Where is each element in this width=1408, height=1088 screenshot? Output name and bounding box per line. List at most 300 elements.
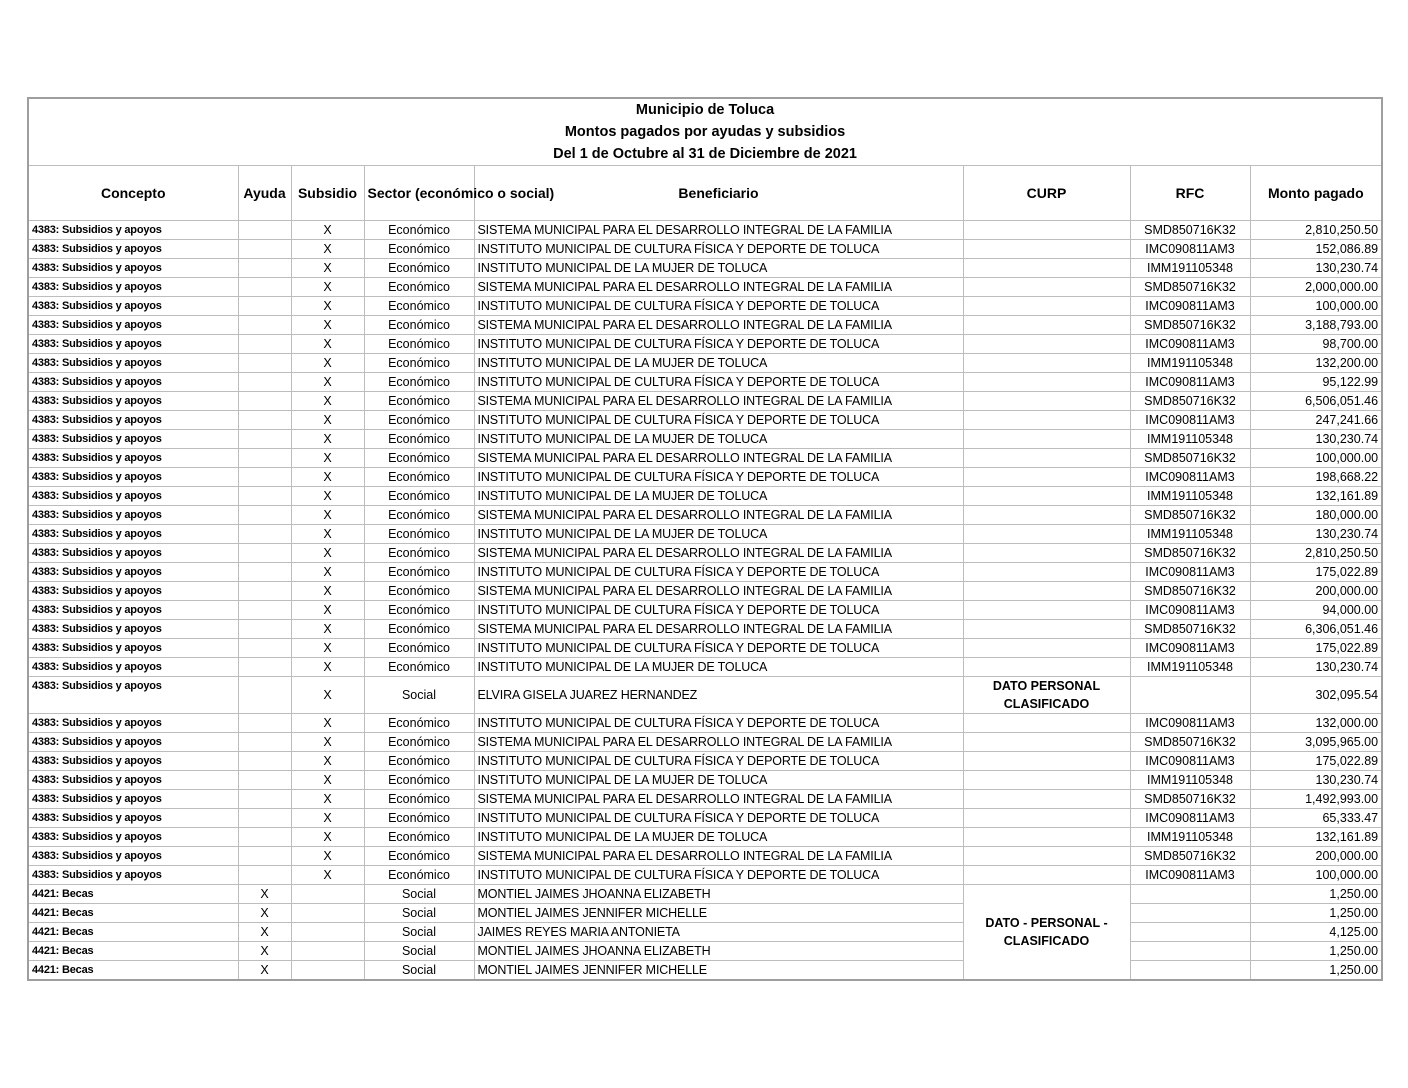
cell-sector: Económico	[364, 733, 474, 752]
cell-monto: 130,230.74	[1250, 430, 1382, 449]
cell-concepto: 4383: Subsidios y apoyos	[28, 316, 238, 335]
table-row	[28, 487, 1382, 506]
cell-sector: Económico	[364, 620, 474, 639]
cell-rfc: SMD850716K32	[1130, 392, 1250, 411]
table-row	[28, 790, 1382, 809]
cell-sector: Económico	[364, 316, 474, 335]
cell-monto: 130,230.74	[1250, 259, 1382, 278]
table-row	[28, 316, 1382, 335]
cell-beneficiario: INSTITUTO MUNICIPAL DE LA MUJER DE TOLUCA	[474, 771, 963, 790]
cell-beneficiario: SISTEMA MUNICIPAL PARA EL DESARROLLO INTEGRAL DE LA FAMILIA	[474, 544, 963, 563]
cell-rfc: IMC090811AM3	[1130, 866, 1250, 885]
table-row	[28, 221, 1382, 240]
table-row	[28, 923, 1382, 942]
cell-sector: Económico	[364, 221, 474, 240]
cell-sector: Económico	[364, 847, 474, 866]
cell-concepto: 4383: Subsidios y apoyos	[28, 714, 238, 733]
cell-ayuda	[238, 411, 291, 430]
cell-monto: 152,086.89	[1250, 240, 1382, 259]
cell-beneficiario: INSTITUTO MUNICIPAL DE LA MUJER DE TOLUCA	[474, 430, 963, 449]
cell-subsidio: X	[291, 525, 364, 544]
cell-subsidio: X	[291, 240, 364, 259]
cell-sector: Económico	[364, 658, 474, 677]
cell-ayuda	[238, 752, 291, 771]
cell-concepto: 4383: Subsidios y apoyos	[28, 430, 238, 449]
cell-ayuda	[238, 430, 291, 449]
cell-sector: Económico	[364, 354, 474, 373]
cell-rfc: IMC090811AM3	[1130, 714, 1250, 733]
cell-rfc: IMC090811AM3	[1130, 563, 1250, 582]
cell-monto: 1,250.00	[1250, 904, 1382, 923]
cell-concepto: 4383: Subsidios y apoyos	[28, 392, 238, 411]
table-row	[28, 392, 1382, 411]
table-row	[28, 771, 1382, 790]
cell-rfc: IMM191105348	[1130, 430, 1250, 449]
cell-sector: Económico	[364, 278, 474, 297]
cell-concepto: 4383: Subsidios y apoyos	[28, 468, 238, 487]
table-row	[28, 525, 1382, 544]
cell-concepto: 4383: Subsidios y apoyos	[28, 278, 238, 297]
cell-sector: Económico	[364, 240, 474, 259]
cell-curp	[963, 809, 1130, 828]
subsidies-table	[27, 97, 1383, 981]
cell-subsidio: X	[291, 373, 364, 392]
cell-monto: 95,122.99	[1250, 373, 1382, 392]
cell-beneficiario: INSTITUTO MUNICIPAL DE CULTURA FÍSICA Y DEPORTE DE TOLUCA	[474, 601, 963, 620]
cell-ayuda	[238, 506, 291, 525]
cell-subsidio: X	[291, 601, 364, 620]
cell-rfc: SMD850716K32	[1130, 221, 1250, 240]
cell-ayuda	[238, 582, 291, 601]
cell-beneficiario: SISTEMA MUNICIPAL PARA EL DESARROLLO INTEGRAL DE LA FAMILIA	[474, 392, 963, 411]
cell-concepto: 4383: Subsidios y apoyos	[28, 677, 238, 714]
cell-curp	[963, 259, 1130, 278]
cell-beneficiario: INSTITUTO MUNICIPAL DE CULTURA FÍSICA Y DEPORTE DE TOLUCA	[474, 335, 963, 354]
cell-rfc: IMM191105348	[1130, 487, 1250, 506]
cell-monto: 2,810,250.50	[1250, 544, 1382, 563]
table-row	[28, 468, 1382, 487]
cell-rfc: IMC090811AM3	[1130, 297, 1250, 316]
cell-rfc: IMM191105348	[1130, 828, 1250, 847]
cell-concepto: 4421: Becas	[28, 885, 238, 904]
table-row	[28, 240, 1382, 259]
cell-subsidio: X	[291, 506, 364, 525]
cell-sector: Económico	[364, 828, 474, 847]
table-row	[28, 677, 1382, 714]
cell-subsidio: X	[291, 866, 364, 885]
cell-rfc: IMC090811AM3	[1130, 335, 1250, 354]
cell-ayuda	[238, 392, 291, 411]
cell-subsidio: X	[291, 411, 364, 430]
table-row	[28, 582, 1382, 601]
cell-beneficiario: SISTEMA MUNICIPAL PARA EL DESARROLLO INTEGRAL DE LA FAMILIA	[474, 620, 963, 639]
cell-beneficiario: SISTEMA MUNICIPAL PARA EL DESARROLLO INTEGRAL DE LA FAMILIA	[474, 790, 963, 809]
table-row	[28, 563, 1382, 582]
cell-sector: Económico	[364, 771, 474, 790]
cell-sector: Económico	[364, 809, 474, 828]
cell-beneficiario: INSTITUTO MUNICIPAL DE CULTURA FÍSICA Y DEPORTE DE TOLUCA	[474, 468, 963, 487]
cell-concepto: 4383: Subsidios y apoyos	[28, 847, 238, 866]
cell-beneficiario: INSTITUTO MUNICIPAL DE CULTURA FÍSICA Y DEPORTE DE TOLUCA	[474, 752, 963, 771]
cell-sector: Económico	[364, 392, 474, 411]
table-row	[28, 639, 1382, 658]
cell-monto: 200,000.00	[1250, 847, 1382, 866]
column-header-row	[28, 166, 1382, 221]
cell-concepto: 4383: Subsidios y apoyos	[28, 240, 238, 259]
cell-monto: 6,306,051.46	[1250, 620, 1382, 639]
cell-sector: Social	[364, 942, 474, 961]
table-row	[28, 601, 1382, 620]
cell-sector: Económico	[364, 544, 474, 563]
cell-sector: Social	[364, 904, 474, 923]
cell-monto: 4,125.00	[1250, 923, 1382, 942]
title-period: Del 1 de Octubre al 31 de Diciembre de 2021	[553, 146, 857, 162]
cell-concepto: 4421: Becas	[28, 904, 238, 923]
cell-sector: Económico	[364, 601, 474, 620]
cell-beneficiario: INSTITUTO MUNICIPAL DE CULTURA FÍSICA Y DEPORTE DE TOLUCA	[474, 373, 963, 392]
cell-concepto: 4383: Subsidios y apoyos	[28, 733, 238, 752]
cell-concepto: 4383: Subsidios y apoyos	[28, 544, 238, 563]
cell-sector: Económico	[364, 297, 474, 316]
cell-sector: Social	[364, 923, 474, 942]
cell-monto: 100,000.00	[1250, 297, 1382, 316]
cell-monto: 132,161.89	[1250, 487, 1382, 506]
cell-subsidio: X	[291, 620, 364, 639]
table-row	[28, 297, 1382, 316]
cell-subsidio	[291, 904, 364, 923]
table-row	[28, 733, 1382, 752]
cell-ayuda	[238, 259, 291, 278]
cell-monto: 1,492,993.00	[1250, 790, 1382, 809]
cell-monto: 132,200.00	[1250, 354, 1382, 373]
cell-concepto: 4383: Subsidios y apoyos	[28, 563, 238, 582]
cell-monto: 98,700.00	[1250, 335, 1382, 354]
cell-concepto: 4383: Subsidios y apoyos	[28, 259, 238, 278]
cell-ayuda	[238, 468, 291, 487]
cell-subsidio: X	[291, 639, 364, 658]
cell-concepto: 4383: Subsidios y apoyos	[28, 525, 238, 544]
cell-beneficiario: INSTITUTO MUNICIPAL DE CULTURA FÍSICA Y DEPORTE DE TOLUCA	[474, 411, 963, 430]
cell-monto: 175,022.89	[1250, 752, 1382, 771]
cell-monto: 175,022.89	[1250, 639, 1382, 658]
col-header-rfc: RFC	[1130, 166, 1250, 221]
cell-sector: Económico	[364, 639, 474, 658]
cell-curp	[963, 582, 1130, 601]
cell-ayuda	[238, 240, 291, 259]
cell-ayuda	[238, 847, 291, 866]
cell-beneficiario: SISTEMA MUNICIPAL PARA EL DESARROLLO INTEGRAL DE LA FAMILIA	[474, 506, 963, 525]
cell-ayuda	[238, 771, 291, 790]
cell-subsidio: X	[291, 771, 364, 790]
cell-ayuda	[238, 828, 291, 847]
col-header-beneficiario: Beneficiario	[474, 166, 963, 221]
cell-concepto: 4421: Becas	[28, 923, 238, 942]
cell-beneficiario: SISTEMA MUNICIPAL PARA EL DESARROLLO INTEGRAL DE LA FAMILIA	[474, 733, 963, 752]
cell-rfc: IMC090811AM3	[1130, 601, 1250, 620]
cell-curp	[963, 221, 1130, 240]
cell-ayuda	[238, 620, 291, 639]
cell-concepto: 4383: Subsidios y apoyos	[28, 506, 238, 525]
cell-ayuda	[238, 809, 291, 828]
table-row	[28, 904, 1382, 923]
cell-ayuda	[238, 221, 291, 240]
cell-curp	[963, 847, 1130, 866]
cell-concepto: 4383: Subsidios y apoyos	[28, 866, 238, 885]
cell-curp	[963, 639, 1130, 658]
cell-curp	[963, 411, 1130, 430]
cell-subsidio: X	[291, 221, 364, 240]
cell-ayuda: X	[238, 961, 291, 981]
cell-rfc: IMC090811AM3	[1130, 240, 1250, 259]
cell-monto: 132,000.00	[1250, 714, 1382, 733]
cell-monto: 1,250.00	[1250, 885, 1382, 904]
cell-subsidio: X	[291, 828, 364, 847]
cell-curp	[963, 468, 1130, 487]
table-row	[28, 354, 1382, 373]
cell-subsidio: X	[291, 563, 364, 582]
cell-curp	[963, 752, 1130, 771]
cell-curp	[963, 354, 1130, 373]
cell-rfc: SMD850716K32	[1130, 790, 1250, 809]
cell-concepto: 4383: Subsidios y apoyos	[28, 790, 238, 809]
table-row	[28, 866, 1382, 885]
cell-beneficiario: SISTEMA MUNICIPAL PARA EL DESARROLLO INTEGRAL DE LA FAMILIA	[474, 582, 963, 601]
cell-monto: 200,000.00	[1250, 582, 1382, 601]
cell-rfc: IMM191105348	[1130, 525, 1250, 544]
cell-ayuda	[238, 278, 291, 297]
cell-sector: Social	[364, 885, 474, 904]
cell-monto: 6,506,051.46	[1250, 392, 1382, 411]
report-title	[28, 98, 1382, 166]
cell-subsidio: X	[291, 316, 364, 335]
cell-subsidio	[291, 942, 364, 961]
cell-curp	[963, 828, 1130, 847]
cell-beneficiario: SISTEMA MUNICIPAL PARA EL DESARROLLO INTEGRAL DE LA FAMILIA	[474, 316, 963, 335]
cell-concepto: 4383: Subsidios y apoyos	[28, 828, 238, 847]
table-row	[28, 335, 1382, 354]
cell-monto: 198,668.22	[1250, 468, 1382, 487]
cell-concepto: 4383: Subsidios y apoyos	[28, 373, 238, 392]
table-row	[28, 942, 1382, 961]
cell-beneficiario: INSTITUTO MUNICIPAL DE CULTURA FÍSICA Y DEPORTE DE TOLUCA	[474, 639, 963, 658]
col-header-ayuda: Ayuda	[238, 166, 291, 221]
cell-concepto: 4383: Subsidios y apoyos	[28, 620, 238, 639]
cell-ayuda	[238, 601, 291, 620]
cell-beneficiario: MONTIEL JAIMES JENNIFER MICHELLE	[474, 961, 963, 981]
cell-rfc: SMD850716K32	[1130, 316, 1250, 335]
cell-subsidio: X	[291, 544, 364, 563]
cell-beneficiario: INSTITUTO MUNICIPAL DE LA MUJER DE TOLUCA	[474, 487, 963, 506]
table-row	[28, 847, 1382, 866]
cell-subsidio: X	[291, 582, 364, 601]
cell-concepto: 4383: Subsidios y apoyos	[28, 335, 238, 354]
cell-curp	[963, 525, 1130, 544]
cell-curp	[963, 563, 1130, 582]
cell-subsidio: X	[291, 847, 364, 866]
cell-ayuda	[238, 297, 291, 316]
cell-monto: 2,000,000.00	[1250, 278, 1382, 297]
cell-curp	[963, 392, 1130, 411]
cell-rfc: SMD850716K32	[1130, 582, 1250, 601]
cell-ayuda	[238, 714, 291, 733]
cell-monto: 132,161.89	[1250, 828, 1382, 847]
cell-concepto: 4383: Subsidios y apoyos	[28, 354, 238, 373]
cell-rfc	[1130, 923, 1250, 942]
cell-subsidio: X	[291, 714, 364, 733]
table-row	[28, 449, 1382, 468]
cell-rfc: IMC090811AM3	[1130, 411, 1250, 430]
cell-ayuda	[238, 487, 291, 506]
cell-concepto: 4383: Subsidios y apoyos	[28, 582, 238, 601]
cell-rfc: SMD850716K32	[1130, 733, 1250, 752]
cell-subsidio: X	[291, 790, 364, 809]
cell-curp: DATO PERSONAL CLASIFICADO	[963, 677, 1130, 714]
cell-rfc: SMD850716K32	[1130, 449, 1250, 468]
cell-monto: 100,000.00	[1250, 866, 1382, 885]
cell-sector: Económico	[364, 506, 474, 525]
table-row	[28, 961, 1382, 981]
cell-beneficiario: INSTITUTO MUNICIPAL DE CULTURA FÍSICA Y DEPORTE DE TOLUCA	[474, 809, 963, 828]
cell-monto: 1,250.00	[1250, 961, 1382, 981]
cell-beneficiario: INSTITUTO MUNICIPAL DE LA MUJER DE TOLUCA	[474, 828, 963, 847]
cell-sector: Social	[364, 677, 474, 714]
cell-beneficiario: SISTEMA MUNICIPAL PARA EL DESARROLLO INTEGRAL DE LA FAMILIA	[474, 221, 963, 240]
cell-ayuda	[238, 733, 291, 752]
cell-concepto: 4383: Subsidios y apoyos	[28, 639, 238, 658]
cell-sector: Económico	[364, 468, 474, 487]
cell-ayuda	[238, 563, 291, 582]
cell-subsidio: X	[291, 449, 364, 468]
cell-concepto: 4383: Subsidios y apoyos	[28, 601, 238, 620]
col-header-monto: Monto pagado	[1250, 166, 1382, 221]
cell-monto: 65,333.47	[1250, 809, 1382, 828]
table-row	[28, 278, 1382, 297]
cell-concepto: 4383: Subsidios y apoyos	[28, 449, 238, 468]
cell-curp	[963, 544, 1130, 563]
cell-beneficiario: INSTITUTO MUNICIPAL DE LA MUJER DE TOLUCA	[474, 259, 963, 278]
cell-ayuda	[238, 354, 291, 373]
cell-ayuda	[238, 639, 291, 658]
cell-monto: 302,095.54	[1250, 677, 1382, 714]
cell-rfc: SMD850716K32	[1130, 278, 1250, 297]
cell-curp	[963, 316, 1130, 335]
cell-sector: Económico	[364, 335, 474, 354]
col-header-curp: CURP	[963, 166, 1130, 221]
cell-sector: Económico	[364, 487, 474, 506]
cell-sector: Social	[364, 961, 474, 981]
cell-monto: 100,000.00	[1250, 449, 1382, 468]
cell-subsidio	[291, 923, 364, 942]
cell-subsidio	[291, 885, 364, 904]
cell-curp	[963, 430, 1130, 449]
cell-curp	[963, 601, 1130, 620]
cell-concepto: 4383: Subsidios y apoyos	[28, 221, 238, 240]
cell-monto: 130,230.74	[1250, 771, 1382, 790]
cell-sector: Económico	[364, 582, 474, 601]
cell-concepto: 4383: Subsidios y apoyos	[28, 487, 238, 506]
cell-subsidio: X	[291, 354, 364, 373]
cell-sector: Económico	[364, 714, 474, 733]
cell-rfc: SMD850716K32	[1130, 847, 1250, 866]
cell-subsidio: X	[291, 468, 364, 487]
cell-rfc	[1130, 961, 1250, 981]
cell-beneficiario: MONTIEL JAIMES JHOANNA ELIZABETH	[474, 885, 963, 904]
cell-ayuda	[238, 790, 291, 809]
cell-beneficiario: INSTITUTO MUNICIPAL DE CULTURA FÍSICA Y DEPORTE DE TOLUCA	[474, 714, 963, 733]
cell-monto: 94,000.00	[1250, 601, 1382, 620]
table-row	[28, 259, 1382, 278]
cell-monto: 247,241.66	[1250, 411, 1382, 430]
cell-curp	[963, 278, 1130, 297]
cell-subsidio: X	[291, 259, 364, 278]
cell-subsidio: X	[291, 677, 364, 714]
cell-concepto: 4383: Subsidios y apoyos	[28, 411, 238, 430]
col-header-concepto: Concepto	[28, 166, 238, 221]
cell-subsidio: X	[291, 392, 364, 411]
cell-rfc	[1130, 904, 1250, 923]
cell-rfc: SMD850716K32	[1130, 506, 1250, 525]
cell-beneficiario: INSTITUTO MUNICIPAL DE LA MUJER DE TOLUCA	[474, 658, 963, 677]
cell-rfc	[1130, 942, 1250, 961]
cell-rfc: IMM191105348	[1130, 658, 1250, 677]
table-row	[28, 506, 1382, 525]
cell-subsidio: X	[291, 733, 364, 752]
table-row	[28, 809, 1382, 828]
cell-ayuda: X	[238, 904, 291, 923]
cell-rfc: SMD850716K32	[1130, 620, 1250, 639]
cell-monto: 130,230.74	[1250, 658, 1382, 677]
cell-rfc	[1130, 885, 1250, 904]
cell-rfc: IMM191105348	[1130, 771, 1250, 790]
cell-ayuda	[238, 658, 291, 677]
col-header-subsidio: Subsidio	[291, 166, 364, 221]
cell-sector: Económico	[364, 752, 474, 771]
cell-sector: Económico	[364, 449, 474, 468]
cell-subsidio	[291, 961, 364, 981]
cell-ayuda	[238, 316, 291, 335]
cell-beneficiario: SISTEMA MUNICIPAL PARA EL DESARROLLO INTEGRAL DE LA FAMILIA	[474, 449, 963, 468]
cell-subsidio: X	[291, 430, 364, 449]
table-row	[28, 828, 1382, 847]
cell-curp	[963, 506, 1130, 525]
cell-subsidio: X	[291, 278, 364, 297]
cell-ayuda: X	[238, 923, 291, 942]
cell-rfc: IMC090811AM3	[1130, 468, 1250, 487]
cell-beneficiario: INSTITUTO MUNICIPAL DE LA MUJER DE TOLUCA	[474, 525, 963, 544]
cell-beneficiario: MONTIEL JAIMES JENNIFER MICHELLE	[474, 904, 963, 923]
cell-monto: 180,000.00	[1250, 506, 1382, 525]
cell-rfc: IMM191105348	[1130, 259, 1250, 278]
table-row	[28, 714, 1382, 733]
cell-curp	[963, 240, 1130, 259]
cell-subsidio: X	[291, 487, 364, 506]
cell-ayuda	[238, 525, 291, 544]
cell-beneficiario: ELVIRA GISELA JUAREZ HERNANDEZ	[474, 677, 963, 714]
cell-rfc: IMC090811AM3	[1130, 639, 1250, 658]
cell-ayuda	[238, 373, 291, 392]
cell-curp	[963, 714, 1130, 733]
table-row	[28, 411, 1382, 430]
cell-monto: 130,230.74	[1250, 525, 1382, 544]
cell-curp	[963, 733, 1130, 752]
cell-monto: 1,250.00	[1250, 942, 1382, 961]
cell-sector: Económico	[364, 563, 474, 582]
cell-curp	[963, 866, 1130, 885]
cell-ayuda	[238, 449, 291, 468]
cell-curp	[963, 487, 1130, 506]
cell-ayuda: X	[238, 942, 291, 961]
cell-rfc: SMD850716K32	[1130, 544, 1250, 563]
